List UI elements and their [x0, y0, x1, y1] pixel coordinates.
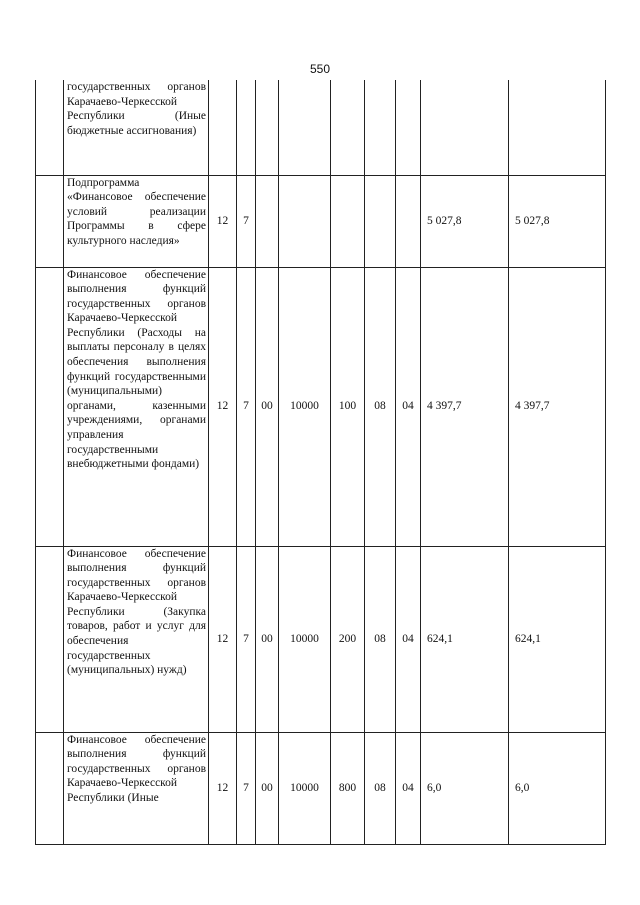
table-row: [36, 80, 606, 175]
code-cell: 7: [237, 732, 256, 844]
code-cell: [331, 80, 365, 175]
code-cell: 7: [237, 267, 256, 546]
amount-cell: [509, 80, 606, 175]
table-row: [36, 546, 606, 732]
table-row: [36, 267, 606, 546]
table-row: [36, 732, 606, 844]
description-cell: Подпрограмма «Финансовое обеспечение условий реализации Программы в сфере культурного наследия»: [64, 175, 209, 267]
code-cell: [237, 80, 256, 175]
code-cell: [256, 80, 279, 175]
code-cell: 10000: [279, 267, 331, 546]
code-cell: 00: [256, 267, 279, 546]
table-row: [36, 175, 606, 267]
code-cell: 200: [331, 546, 365, 732]
description-cell: Финансовое обеспечение выполнения функций государственных органов Карачаево-Черкесской Республики (Закупка товаров, работ и услуг для обеспечения государственных (муниципальных) нужд): [64, 546, 209, 732]
code-cell: [279, 175, 331, 267]
code-cell: 12: [209, 175, 237, 267]
code-cell: [279, 80, 331, 175]
amount-cell: 4 397,7: [509, 267, 606, 546]
code-cell: 7: [237, 546, 256, 732]
amount-cell: 6,0: [509, 732, 606, 844]
amount-cell: 5 027,8: [421, 175, 509, 267]
code-cell: 08: [365, 546, 396, 732]
row-number-cell: [36, 546, 64, 732]
row-number-cell: [36, 80, 64, 175]
description-cell: Финансовое обеспечение выполнения функций государственных органов Карачаево-Черкесской Республики (Расходы на выплаты персоналу в целях обеспечения выполнения функций государственными (муниципальными) органами, казенными учреждениями, органами управления государственными внебюджетными фондами): [64, 267, 209, 546]
amount-cell: 624,1: [509, 546, 606, 732]
amount-cell: 624,1: [421, 546, 509, 732]
code-cell: [209, 80, 237, 175]
page-number: 550: [309, 62, 331, 76]
code-cell: [396, 175, 421, 267]
code-cell: 7: [237, 175, 256, 267]
code-cell: [396, 80, 421, 175]
code-cell: [331, 175, 365, 267]
code-cell: 800: [331, 732, 365, 844]
amount-cell: 4 397,7: [421, 267, 509, 546]
code-cell: 100: [331, 267, 365, 546]
code-cell: 04: [396, 267, 421, 546]
code-cell: 00: [256, 546, 279, 732]
code-cell: 04: [396, 732, 421, 844]
row-number-cell: [36, 175, 64, 267]
code-cell: [365, 80, 396, 175]
amount-cell: [421, 80, 509, 175]
code-cell: 12: [209, 546, 237, 732]
description-cell: государственных органов Карачаево-Черкесской Республики (Иные бюджетные ассигнования): [64, 80, 209, 175]
budget-table: [35, 80, 606, 845]
code-cell: 08: [365, 267, 396, 546]
code-cell: 12: [209, 267, 237, 546]
description-cell: Финансовое обеспечение выполнения функций государственных органов Карачаево-Черкесской Республики (Иные: [64, 732, 209, 844]
code-cell: 12: [209, 732, 237, 844]
code-cell: 10000: [279, 732, 331, 844]
code-cell: [365, 175, 396, 267]
code-cell: 04: [396, 546, 421, 732]
code-cell: 00: [256, 732, 279, 844]
amount-cell: 6,0: [421, 732, 509, 844]
amount-cell: 5 027,8: [509, 175, 606, 267]
code-cell: 08: [365, 732, 396, 844]
code-cell: [256, 175, 279, 267]
row-number-cell: [36, 267, 64, 546]
row-number-cell: [36, 732, 64, 844]
code-cell: 10000: [279, 546, 331, 732]
